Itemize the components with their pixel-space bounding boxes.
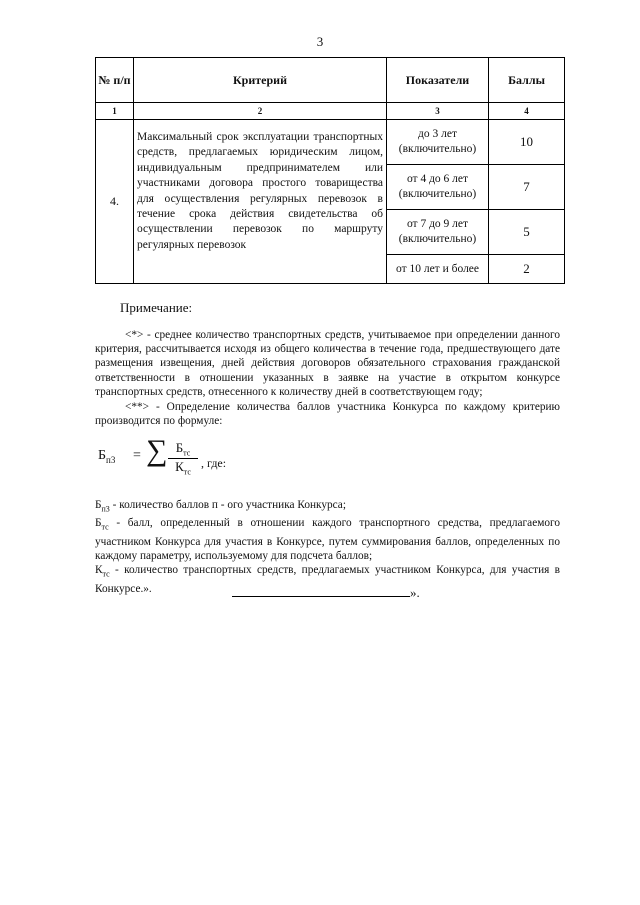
index-cell: 4 [489,103,565,120]
closing-mark: ». [232,584,420,601]
table-index-row [96,103,565,120]
formula-suffix: , где: [201,456,227,470]
table-row [96,120,565,165]
indicator-cell: от 7 до 9 лет (включительно) [387,210,489,255]
definition-item: $К_{тс}$ - количество транспортных средств, предлагаемых участником Конкурса, для участия в Конкурсе.». [95,564,560,595]
index-cell: 1 [96,103,134,120]
definitions [95,498,560,596]
formula-equals: = [133,448,141,463]
header-criterion: Критерий [134,58,387,103]
header-indicators: Показатели [387,58,489,103]
sum-symbol: ∑ [146,434,168,467]
table-header-row [96,58,565,103]
header-score: Баллы [489,58,565,103]
signature-line [232,584,410,597]
index-cell: 2 [134,103,387,120]
note-title: Примечание: [120,300,193,315]
formula-fraction: $Б_{тс}$ $К_{тс}$ [168,440,198,476]
formula-lhs: $Б_{п3}$ [98,448,116,465]
score-cell: 5 [489,210,565,255]
criterion-text: Максимальный срок эксплуатации транспортных средств, предлагаемых юридическим лицом, индивидуальным предпринимателем или участниками договора простого товарищества для осуществления регулярных перевозок в течение срока действия свидетельства об осуществлении перевозок по маршруту регулярных перевозок [137,131,383,251]
index-cell: 3 [387,103,489,120]
indicator-cell: до 3 лет (включительно) [387,120,489,165]
page-number: 3 [316,34,324,49]
indicator-cell: от 4 до 6 лет (включительно) [387,165,489,210]
header-number: № п/п [96,58,134,103]
row-number: 4. [96,120,134,284]
note-paragraph: <*> - среднее количество транспортных средств, учитываемое при определении данного критерия, рассчитывается исходя из общего количества в течение года, предшествующего дате размещения извещения, дней действия договоров обязательного страхования гражданской ответственности в отношении указанных в заявке на участие в открытом конкурсе транспортных средств, отнесенного к количеству дней в соответствующем году; [95,329,560,398]
indicator-cell: от 10 лет и более [387,255,489,284]
criterion-cell [134,120,387,284]
note-paragraph: <**> - Определение количества баллов участника Конкурса по каждому критерию производится по формуле: [95,401,560,428]
score-cell: 7 [489,165,565,210]
scoring-formula [98,434,298,480]
score-cell: 10 [489,120,565,165]
criteria-table [95,57,565,284]
definition-item: $Б_{тс}$ - балл, определенный в отношении каждого транспортного средства, предлагаемого участником Конкурса для участия в Конкурсе, путем суммирования баллов, определенных по каждому параметру, используемому для подсчета баллов; [95,517,560,563]
definition-item: $Б_{п3}$ - количество баллов п - ого участника Конкурса; [95,499,346,514]
score-cell: 2 [489,255,565,284]
